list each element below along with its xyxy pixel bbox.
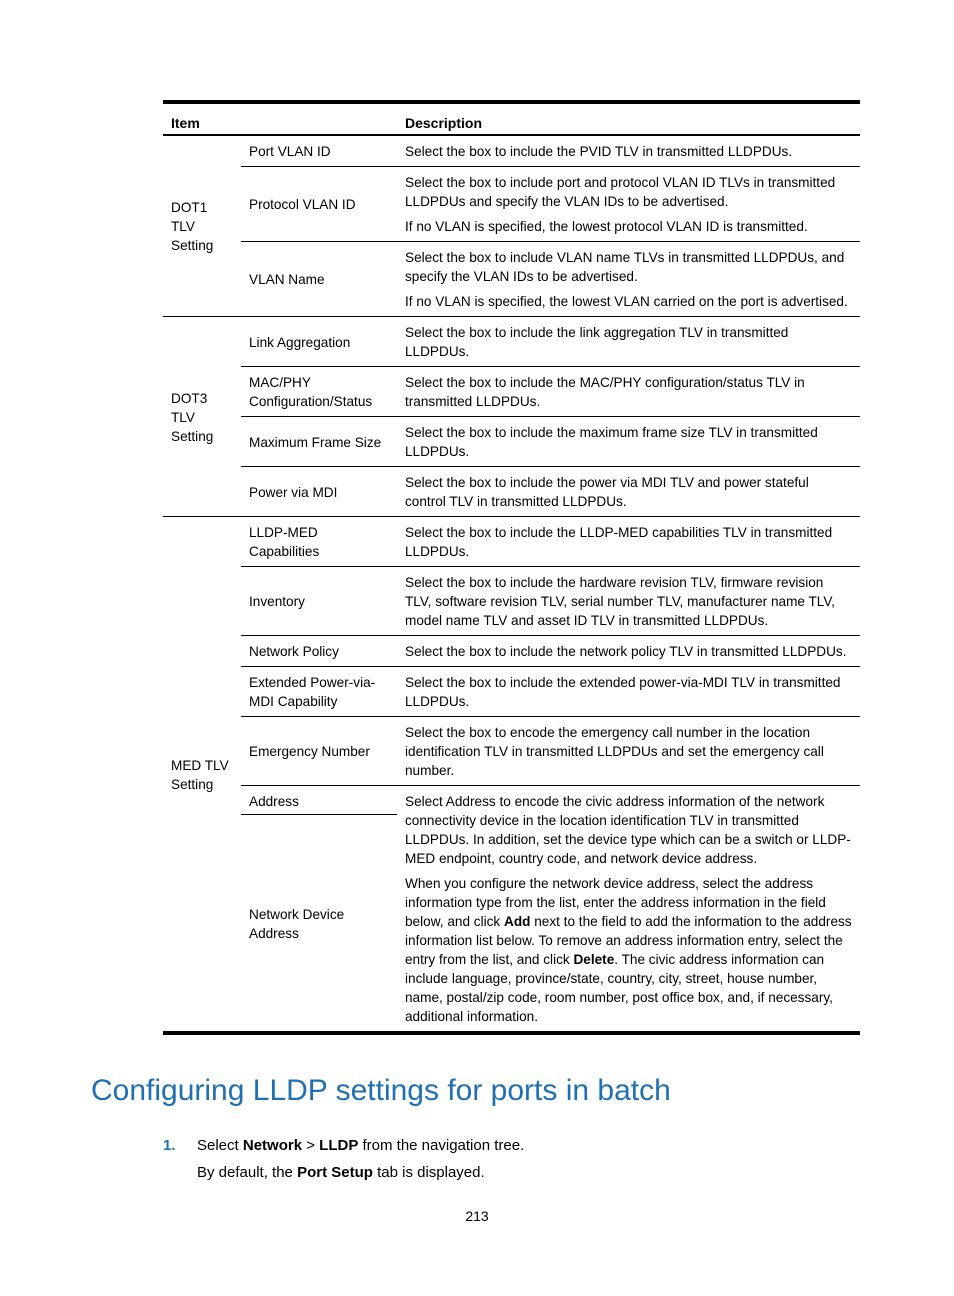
row-item: Extended Power-via-MDI Capability — [241, 667, 397, 717]
table-row — [163, 135, 860, 167]
address-description: Select Address to encode the civic address information of the network connectivity device in the location identification TLV in transmitted LLDPDUs. In addition, set the device type which can be a switch or LLDP-MED endpoint, country code, and network device address. — [405, 794, 851, 866]
table-row — [163, 242, 860, 317]
group-med: MED TLV Setting — [163, 517, 241, 1034]
table-header-row — [163, 102, 860, 135]
step-1-note: By default, the Port Setup tab is displayed. — [197, 1164, 485, 1181]
row-description: Select the box to include the power via MDI TLV and power stateful control TLV in transmitted LLDPDUs. — [397, 467, 860, 517]
table-row — [163, 467, 860, 517]
row-item: Maximum Frame Size — [241, 417, 397, 467]
row-description: Select the box to encode the emergency call number in the location identification TLV in transmitted LLDPDUs and set the emergency call number. — [397, 717, 860, 786]
table-row — [163, 717, 860, 786]
row-description: Select the box to include port and protocol VLAN ID TLVs in transmitted LLDPDUs and specify the VLAN IDs to be advertised. If no VLAN is specified, the lowest protocol VLAN ID is transmitted. — [397, 167, 860, 242]
row-item: Power via MDI — [241, 467, 397, 517]
row-description: Select the box to include the hardware revision TLV, firmware revision TLV, software revision TLV, serial number TLV, manufacturer name TLV, model name TLV and asset ID TLV in transmitted LLDPDUs. — [397, 567, 860, 636]
table-row — [163, 667, 860, 717]
network-device-address-item: Network Device Address — [249, 907, 345, 941]
network-menu-ref: Network — [242, 1137, 303, 1154]
network-device-address-description: When you configure the network device address, select the address information type from the list, enter the address information in the field below, and click Add next to the field to add the information to the address information list below. To remove an address information entry, select the entry from the list, and click Delete. The civic address information can include language, province/state, country, city, street, house number, name, postal/zip code, room number, post office box, and, if necessary, additional information. — [405, 876, 852, 1024]
row-description: Select the box to include the PVID TLV in transmitted LLDPDUs. — [397, 135, 860, 167]
step-number: 1. — [163, 1137, 176, 1154]
table-row — [163, 517, 860, 567]
row-item: Protocol VLAN ID — [241, 167, 397, 242]
table-row — [163, 636, 860, 667]
table-row — [163, 317, 860, 367]
row-item-address — [241, 786, 397, 1034]
table-row — [163, 567, 860, 636]
step-1: 1. Select Network > LLDP from the navigation tree. — [163, 1137, 525, 1154]
row-description: Select the box to include the MAC/PHY configuration/status TLV in transmitted LLDPDUs. — [397, 367, 860, 417]
table-row — [163, 417, 860, 467]
table-row — [163, 367, 860, 417]
group-dot3: DOT3 TLV Setting — [163, 317, 241, 517]
row-item: LLDP-MED Capabilities — [241, 517, 397, 567]
header-item: Item — [163, 102, 397, 135]
page-number: 213 — [465, 1208, 489, 1224]
row-item: MAC/PHY Configuration/Status — [241, 367, 397, 417]
row-item: Inventory — [241, 567, 397, 636]
group-dot1: DOT1 TLV Setting — [163, 135, 241, 317]
row-description: Select the box to include the link aggregation TLV in transmitted LLDPDUs. — [397, 317, 860, 367]
row-item: Port VLAN ID — [241, 135, 397, 167]
address-item: Address — [241, 786, 397, 815]
port-setup-tab-ref: Port Setup — [297, 1164, 373, 1181]
row-description — [397, 786, 860, 1034]
row-description: Select the box to include VLAN name TLVs in transmitted LLDPDUs, and specify the VLAN IDs to be advertised. If no VLAN is specified, the lowest VLAN carried on the port is advertised. — [397, 242, 860, 317]
row-item: VLAN Name — [241, 242, 397, 317]
lldp-tlv-table — [163, 100, 860, 1035]
lldp-menu-ref: LLDP — [319, 1137, 359, 1154]
header-description: Description — [397, 102, 860, 135]
table-row — [163, 167, 860, 242]
row-description: Select the box to include the network policy TLV in transmitted LLDPDUs. — [397, 636, 860, 667]
table-row — [163, 786, 860, 1034]
section-heading: Configuring LLDP settings for ports in batch — [91, 1074, 671, 1107]
row-description: Select the box to include the LLDP-MED capabilities TLV in transmitted LLDPDUs. — [397, 517, 860, 567]
row-description: Select the box to include the maximum frame size TLV in transmitted LLDPDUs. — [397, 417, 860, 467]
row-item: Network Policy — [241, 636, 397, 667]
row-description: Select the box to include the extended power-via-MDI TLV in transmitted LLDPDUs. — [397, 667, 860, 717]
row-item: Link Aggregation — [241, 317, 397, 367]
row-item: Emergency Number — [241, 717, 397, 786]
